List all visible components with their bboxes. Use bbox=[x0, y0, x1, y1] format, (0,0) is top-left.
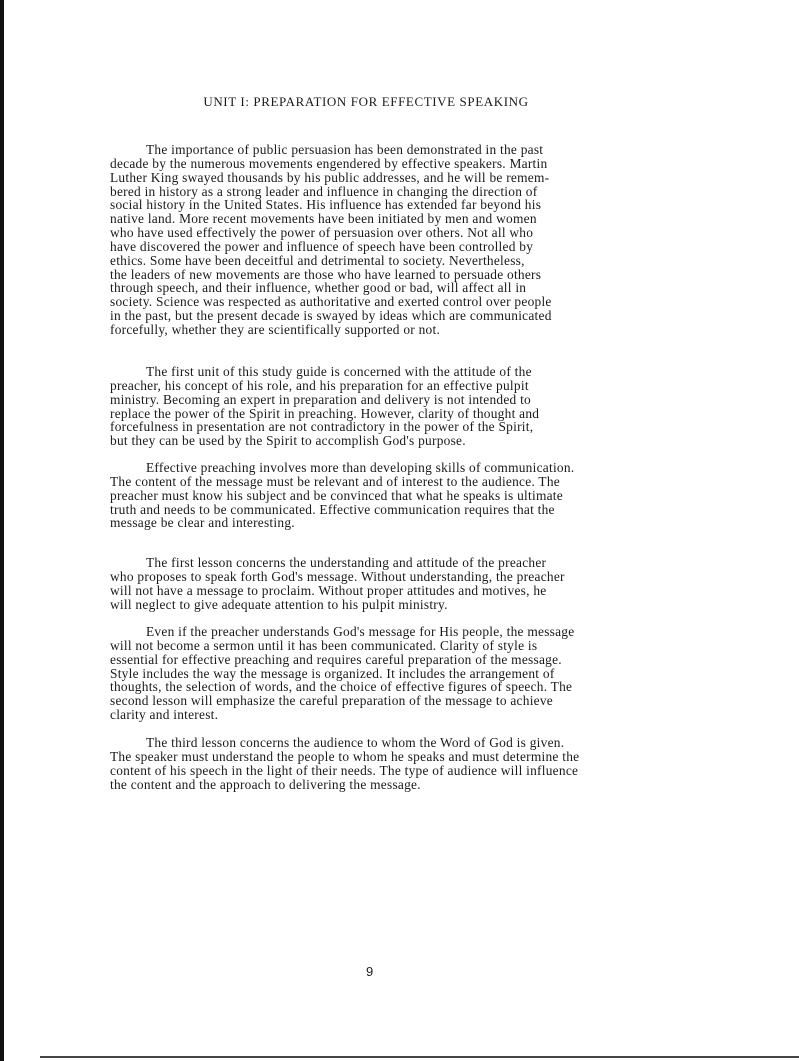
text-line: The first lesson concerns the understanding and attitude of the preacher bbox=[146, 555, 547, 570]
text-line: The speaker must understand the people to whom he speaks and must determine the bbox=[110, 748, 580, 764]
text-line: second lesson will emphasize the careful preparation of the message to achieve bbox=[110, 693, 553, 709]
text-line: social history in the United States. His influence has extended far beyond his bbox=[110, 197, 542, 213]
text-line: who have used effectively the power of persuasion over others. Not all who bbox=[110, 225, 534, 241]
paragraph bbox=[110, 143, 670, 337]
text-line: the content and the approach to delivering the message. bbox=[110, 776, 421, 792]
text-line: ministry. Becoming an expert in preparation and delivery is not intended to bbox=[110, 391, 531, 407]
text-line: will neglect to give adequate attention to his pulpit ministry. bbox=[110, 596, 448, 612]
text-line: will not have a message to proclaim. Without proper attitudes and motives, he bbox=[110, 582, 547, 598]
text-line: Style includes the way the message is organized. It includes the arrangement of bbox=[110, 665, 555, 681]
text-line: preacher, his concept of his role, and his preparation for an effective pulpit bbox=[110, 377, 529, 393]
text-line: The first unit of this study guide is concerned with the attitude of the bbox=[146, 364, 532, 379]
text-line: forcefulness in presentation are not contradictory in the power of the Spirit, bbox=[110, 419, 534, 435]
text-line: have discovered the power and influence of speech have been controlled by bbox=[110, 238, 534, 254]
paragraph bbox=[110, 736, 670, 791]
text-line: The importance of public persuasion has been demonstrated in the past bbox=[146, 142, 544, 157]
paragraph bbox=[110, 461, 670, 530]
text-line: decade by the numerous movements engendered by effective speakers. Martin bbox=[110, 155, 548, 171]
text-line: clarity and interest. bbox=[110, 707, 219, 723]
text-line: ethics. Some have been deceitful and detrimental to society. Nevertheless, bbox=[110, 252, 525, 268]
text-line: through speech, and their influence, whether good or bad, will affect all in bbox=[110, 280, 527, 296]
text-line: bered in history as a strong leader and influence in changing the direction of bbox=[110, 183, 538, 199]
text-line: The third lesson concerns the audience to whom the Word of God is given. bbox=[146, 735, 565, 750]
text-line: thoughts, the selection of words, and the choice of effective figures of speech. The bbox=[110, 679, 573, 695]
text-line: Even if the preacher understands God's message for His people, the message bbox=[146, 624, 575, 639]
text-line: preacher must know his subject and be convinced that what he speaks is ultimate bbox=[110, 487, 563, 503]
text-line: essential for effective preaching and requires careful preparation of the message. bbox=[110, 651, 562, 667]
text-line: who proposes to speak forth God's message. Without understanding, the preacher bbox=[110, 568, 565, 584]
text-line: Effective preaching involves more than developing skills of communication. bbox=[146, 460, 575, 475]
text-line: The content of the message must be relevant and of interest to the audience. The bbox=[110, 473, 560, 489]
unit-title: UNIT I: PREPARATION FOR EFFECTIVE SPEAKING bbox=[203, 94, 529, 109]
text-line: message be clear and interesting. bbox=[110, 515, 295, 531]
text-line: will not become a sermon until it has been communicated. Clarity of style is bbox=[110, 637, 538, 653]
paragraph bbox=[110, 625, 670, 722]
page-number: 9 bbox=[366, 964, 374, 979]
text-line: Luther King swayed thousands by his public addresses, and he will be remem- bbox=[110, 169, 550, 185]
text-line: but they can be used by the Spirit to accomplish God's purpose. bbox=[110, 433, 466, 449]
scan-left-edge bbox=[0, 0, 4, 1061]
paragraph bbox=[110, 365, 670, 448]
text-line: content of his speech in the light of their needs. The type of audience will influence bbox=[110, 762, 579, 778]
text-line: native land. More recent movements have been initiated by men and women bbox=[110, 211, 537, 227]
scan-bottom-edge bbox=[40, 1056, 799, 1058]
text-line: the leaders of new movements are those who have learned to persuade others bbox=[110, 266, 542, 282]
paragraph bbox=[110, 556, 670, 611]
text-line: in the past, but the present decade is swayed by ideas which are communicated bbox=[110, 308, 552, 324]
text-line: truth and needs to be communicated. Effective communication requires that the bbox=[110, 501, 555, 517]
text-line: replace the power of the Spirit in preaching. However, clarity of thought and bbox=[110, 405, 540, 421]
text-line: society. Science was respected as authoritative and exerted control over people bbox=[110, 294, 552, 310]
text-line: forcefully, whether they are scientifically supported or not. bbox=[110, 321, 441, 337]
